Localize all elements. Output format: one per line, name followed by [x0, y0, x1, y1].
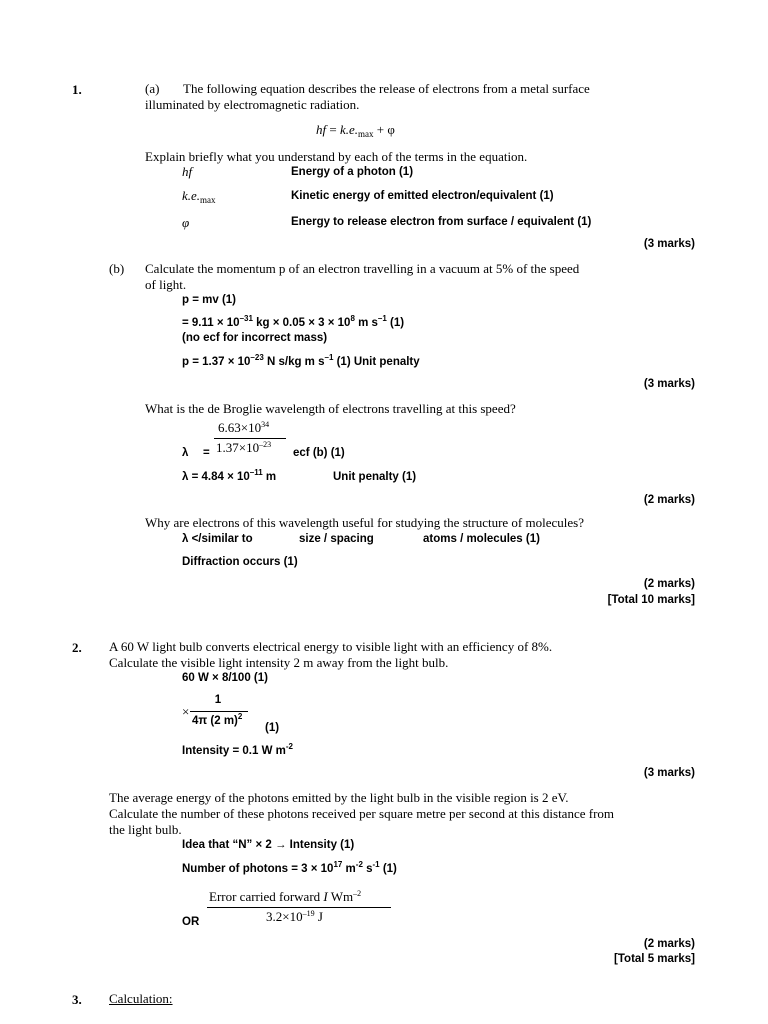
result-exp: –1: [324, 353, 334, 362]
wavelength-unit-penalty: Unit penalty (1): [333, 471, 417, 483]
or-label: OR: [182, 916, 200, 928]
q2-marks-1: (3 marks): [643, 767, 695, 779]
momentum-formula: p = mv (1): [182, 294, 237, 306]
or-denominator: [266, 909, 323, 925]
result-part: (1) Unit penalty: [333, 356, 420, 368]
term-ke: k.e.: [182, 188, 201, 203]
ph-part: Number of photons = 3 × 10: [182, 863, 334, 875]
or-den-exp: –19: [302, 909, 315, 918]
term-hf: hf: [182, 164, 193, 179]
sub-exp: –1: [377, 314, 387, 323]
den-exp: 2: [237, 712, 243, 721]
term-ke-sub: max: [200, 195, 216, 205]
part-a-marks: (3 marks): [643, 238, 695, 250]
wl-exp: –11: [249, 468, 263, 477]
ph-part: (1): [379, 863, 397, 875]
question-1-number: 1.: [72, 82, 82, 97]
sub-part: m s: [354, 317, 378, 329]
wavelength-result: [182, 470, 276, 485]
why-answer-1c: atoms / molecules (1): [423, 533, 540, 545]
wl-part: m: [262, 471, 277, 483]
answer-phi: Energy to release electron from surface / equivalent (1): [291, 216, 592, 228]
den-exp: –23: [259, 440, 272, 449]
de-broglie-question: What is the de Broglie wavelength of electrons travelling at this speed?: [145, 401, 516, 416]
term-ke-max: [182, 188, 216, 204]
q2-text-line3: The average energy of the photons emitted by the light bulb in the visible region is 2 eV.: [109, 790, 569, 805]
momentum-result: [182, 355, 420, 370]
de-broglie-marks: (2 marks): [643, 494, 695, 506]
ph-exp: -1: [372, 860, 380, 869]
times-sign: ×: [182, 704, 190, 719]
photon-idea: Idea that “N” × 2 → Intensity (1): [182, 839, 355, 851]
part-b-label: (b): [109, 261, 125, 276]
ph-exp: 17: [333, 860, 343, 869]
photoelectric-equation: [316, 122, 395, 138]
or-num-part: Error carried forward: [209, 889, 324, 904]
answer-hf: Energy of a photon (1): [291, 166, 414, 178]
de-broglie-numerator: [218, 420, 269, 436]
term-phi: φ: [182, 215, 190, 230]
q2-power-calc: 60 W × 8/100 (1): [182, 672, 268, 684]
why-answer-2: Diffraction occurs (1): [182, 556, 298, 568]
result-part: N s/kg m s: [263, 356, 325, 368]
part-a-label: (a): [145, 81, 160, 96]
or-den-part: J: [314, 909, 323, 924]
result-exp: –23: [250, 353, 264, 362]
equation-max: max: [358, 129, 374, 139]
fraction-mark: (1): [265, 722, 280, 734]
den-part: 1.37×10: [216, 440, 260, 455]
intensity-result: [182, 744, 293, 759]
q2-text-line1: A 60 W light bulb converts electrical energy to visible light with an efficiency of 8%.: [109, 639, 553, 654]
q2-text-line5: the light bulb.: [109, 822, 182, 837]
wl-part: λ = 4.84 × 10: [182, 471, 250, 483]
question-3-number: 3.: [72, 992, 82, 1007]
explain-instruction: Explain briefly what you understand by each of the terms in the equation.: [145, 149, 528, 164]
part-b-text-line1: Calculate the momentum p of an electron travelling in a vacuum at 5% of the speed: [145, 261, 580, 276]
why-answer-1b: size / spacing: [299, 533, 374, 545]
or-num-exp: –2: [353, 889, 362, 898]
int-exp: -2: [285, 742, 293, 751]
or-num-part: Wm: [327, 889, 354, 904]
ph-part: s: [362, 863, 373, 875]
sub-part: (1): [386, 317, 405, 329]
den-part: 4π (2 m): [192, 715, 238, 727]
result-part: p = 1.37 × 10: [182, 356, 251, 368]
equation-phi: + φ: [373, 122, 395, 137]
equation-ke: k.e.: [339, 122, 359, 137]
or-fraction-bar: [207, 907, 391, 908]
fraction-bar: [214, 438, 286, 439]
de-broglie-denominator: [216, 440, 271, 456]
fraction-numerator: 1: [214, 694, 222, 706]
sub-part: = 9.11 × 10: [182, 317, 240, 329]
or-num-part: I: [323, 889, 328, 904]
equation-equals: =: [326, 122, 340, 137]
or-den-part: 3.2×10: [266, 909, 303, 924]
ecf-note: ecf (b) (1): [293, 447, 345, 459]
part-b-text-line2: of light.: [145, 277, 187, 292]
sub-exp: –31: [239, 314, 253, 323]
or-numerator: [209, 889, 361, 905]
momentum-substitution: [182, 316, 404, 331]
q2-text-line2: Calculate the visible light intensity 2 m away from the light bulb.: [109, 655, 449, 670]
part-a-text-line1: The following equation describes the release of electrons from a metal surface: [183, 81, 590, 96]
why-marks: (2 marks): [643, 578, 695, 590]
question-2-number: 2.: [72, 640, 82, 655]
equation-hf: hf: [316, 122, 327, 137]
ph-exp: -2: [355, 860, 363, 869]
int-part: Intensity = 0.1 W m: [182, 745, 286, 757]
question-2-total: [Total 5 marks]: [614, 953, 695, 965]
answer-ke-max: Kinetic energy of emitted electron/equivalent (1): [291, 190, 554, 202]
equals-sign: =: [203, 447, 210, 459]
part-a-text-line2: illuminated by electromagnetic radiation.: [145, 97, 360, 112]
ph-part: m: [342, 863, 356, 875]
fraction-denominator: [192, 714, 242, 729]
sub-part: kg × 0.05 × 3 × 10: [252, 317, 351, 329]
why-answer-1a: λ </similar to: [182, 533, 253, 545]
question-1-total: [Total 10 marks]: [607, 594, 695, 606]
q2-marks-2: (2 marks): [643, 938, 695, 950]
q2-text-line4: Calculate the number of these photons received per square metre per second at this distance from: [109, 806, 615, 821]
num-exp: 34: [261, 420, 270, 429]
part-b-marks: (3 marks): [643, 378, 695, 390]
why-question: Why are electrons of this wavelength useful for studying the structure of molecules?: [145, 515, 584, 530]
sub-exp: 8: [350, 314, 355, 323]
lambda-symbol: λ: [182, 447, 189, 459]
photon-number-result: [182, 862, 397, 877]
q3-text: Calculation:: [109, 991, 173, 1006]
num-part: 6.63×10: [218, 420, 262, 435]
no-ecf-note: (no ecf for incorrect mass): [182, 332, 328, 344]
